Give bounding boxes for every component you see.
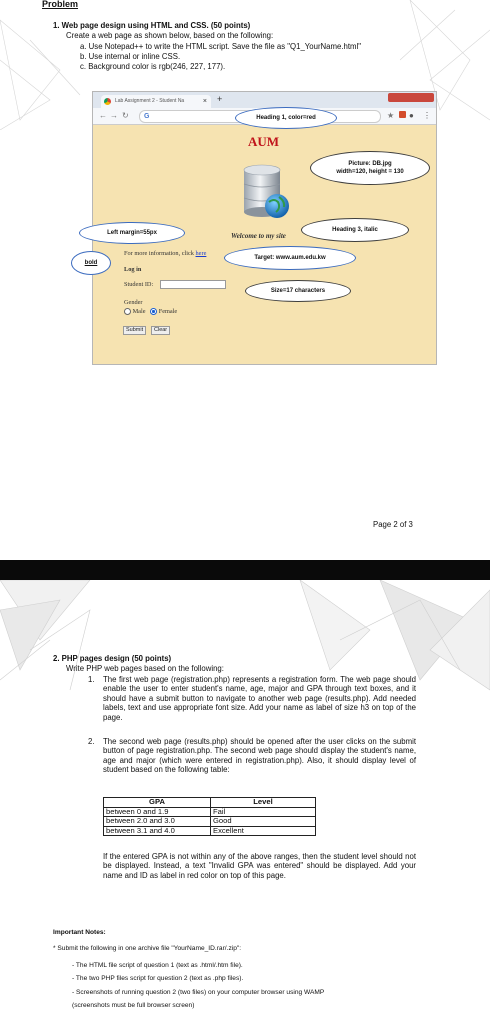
chrome-icon — [104, 98, 111, 105]
more-info-text — [124, 250, 206, 257]
q2-item2: The second web page (results.php) should be opened after the user clicks on the submit button of page registration.php. The second web page should display the student's name, age and major (which were entered in registration.php). Also, it should display level of student based on the following table: — [103, 737, 416, 775]
q2-item1: The first web page (registration.php) represents a registration form. The web page should enable the user to enter student's name, age, major and GPA through text boxes, and it should have a submit button to navigate to another web page (results.php). Add needed labels, text and use appropriate font size. Add your name as label of size h3 on top of the page. — [103, 675, 416, 722]
callout-size: Size=17 characters — [245, 280, 351, 302]
close-icon[interactable]: × — [202, 98, 207, 105]
table-cell: Fail — [211, 807, 316, 817]
notes-title: Important Notes: — [53, 929, 106, 936]
browser-tab[interactable] — [101, 95, 211, 108]
menu-icon[interactable]: ⋮ — [423, 111, 431, 120]
student-id-label: Student ID: — [124, 281, 154, 288]
clear-button[interactable]: Clear — [151, 326, 170, 335]
q1-item-a: a. Use Notepad++ to write the HTML script. Save the file as "Q1_YourName.html" — [80, 42, 362, 51]
gender-radio-group — [124, 308, 177, 315]
notes-lead: * Submit the following in one archive file "YourName_ID.rar/.zip": — [53, 945, 242, 952]
q2-item2-number: 2. — [88, 737, 95, 746]
notes-item: - Screenshots of running question 2 (two files) on your computer browser using WAMP — [72, 989, 325, 996]
page-separator — [0, 560, 490, 580]
database-icon — [241, 162, 291, 220]
callout-left-margin: Left margin=55px — [79, 222, 185, 244]
table-header-row — [104, 798, 316, 808]
google-icon: G — [144, 113, 150, 120]
plus-icon[interactable]: + — [217, 94, 223, 104]
table-cell: between 2.0 and 3.0 — [104, 817, 211, 827]
q1-intro: Create a web page as shown below, based on the following: — [66, 31, 274, 40]
table-row — [104, 817, 316, 827]
table-cell: Good — [211, 817, 316, 827]
site-heading-aum: AUM — [248, 134, 280, 149]
back-arrow-icon[interactable]: ← — [99, 111, 107, 120]
table-cell: between 0 and 1.9 — [104, 807, 211, 817]
table-header-gpa: GPA — [104, 798, 211, 808]
window-controls[interactable] — [388, 93, 434, 102]
q1-title: 1. Web page design using HTML and CSS. (50 points) — [53, 21, 251, 30]
notes-item: - The two PHP files script for question 2 (text as .php files). — [72, 975, 244, 982]
here-link[interactable]: here — [195, 250, 207, 257]
page-number: Page 2 of 3 — [373, 520, 413, 529]
browser-tab-bar — [93, 92, 436, 108]
table-cell: between 3.1 and 4.0 — [104, 826, 211, 836]
callout-picture: Picture: DB.jpg width=120, height = 130 — [310, 151, 430, 185]
gpa-level-table — [103, 797, 316, 836]
problem-heading: Problem — [42, 0, 79, 9]
submit-button[interactable]: Submit — [123, 326, 146, 335]
female-label: Female — [158, 308, 178, 315]
welcome-heading: Welcome to my site — [231, 232, 286, 240]
star-icon[interactable]: ★ — [387, 111, 395, 120]
student-id-input[interactable] — [160, 280, 226, 289]
q2-after-table: If the entered GPA is not within any of the above ranges, then the student level should not be displayed. Instead, a text "Invalid GPA was entered" should be displayed. Add your name and ID as label in red color on top of this page. — [103, 852, 416, 880]
notes-item: (screenshots must be full browser screen) — [72, 1002, 195, 1009]
q2-intro: Write PHP web pages based on the following: — [66, 664, 224, 673]
profile-icon[interactable]: ● — [409, 111, 414, 120]
q1-item-b: b. Use internal or inline CSS. — [80, 52, 181, 61]
forward-arrow-icon[interactable]: → — [110, 111, 118, 120]
reload-icon[interactable]: ↻ — [122, 111, 129, 120]
male-radio[interactable] — [124, 308, 131, 315]
callout-bold: bold — [71, 251, 111, 275]
male-label: Male — [132, 308, 146, 315]
table-cell: Excellent — [211, 826, 316, 836]
female-radio[interactable] — [150, 308, 157, 315]
gender-label: Gender — [124, 299, 143, 306]
q2-item1-number: 1. — [88, 675, 95, 684]
table-header-level: Level — [211, 798, 316, 808]
callout-heading3: Heading 3, italic — [301, 218, 409, 242]
login-label: Log in — [124, 266, 142, 273]
q1-item-c: c. Background color is rgb(246, 227, 177). — [80, 62, 226, 71]
notes-item: - The HTML file script of question 1 (text as .html/.htm file). — [72, 962, 243, 969]
callout-heading1: Heading 1, color=red — [235, 107, 337, 129]
tab-label: Lab Assignment 2 - Student Na — [115, 98, 185, 104]
q2-title: 2. PHP pages design (50 points) — [53, 654, 172, 663]
table-row — [104, 826, 316, 836]
more-info-label: For more information, click — [124, 250, 194, 257]
callout-target: Target: www.aum.edu.kw — [224, 246, 356, 270]
extension-icon[interactable] — [399, 111, 406, 118]
